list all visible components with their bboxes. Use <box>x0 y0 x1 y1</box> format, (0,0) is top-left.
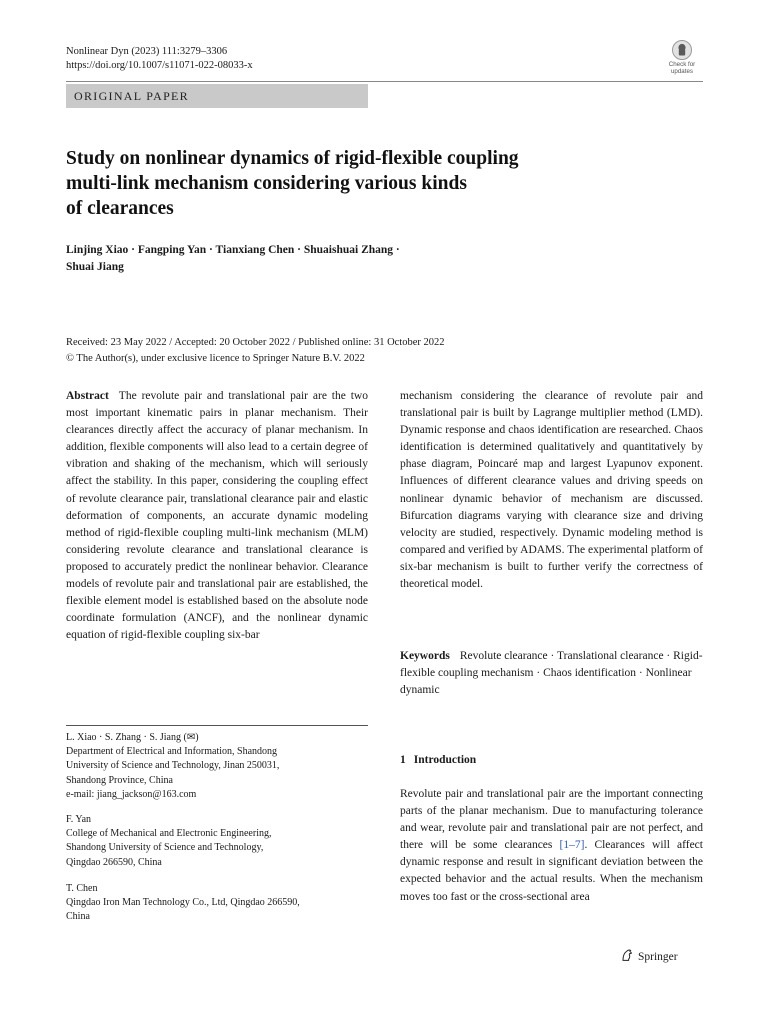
abstract-right <box>400 388 703 593</box>
author-list <box>66 242 666 276</box>
intro-text-end: . Clearances will affect dynamic response and result in significant deviation between the expected behavior and the actual results. When the mechanism moves too fast or the cross-sectional area <box>400 839 703 903</box>
section-heading-introduction <box>400 752 476 769</box>
keywords-label: Keywords <box>400 650 450 662</box>
title-line: of clearances <box>66 198 174 219</box>
affiliation-line: China <box>66 911 90 923</box>
abstract-label: Abstract <box>66 390 109 402</box>
affiliation-line: University of Science and Technology, Jinan 250031, <box>66 760 280 772</box>
check-updates-icon <box>661 39 703 61</box>
check-updates-caption: Check for updates <box>668 61 696 75</box>
affiliation-authors: T. Chen <box>66 883 98 894</box>
introduction-text <box>400 786 703 906</box>
publication-dates <box>66 335 703 367</box>
abstract-left <box>66 388 368 644</box>
article-type-banner: ORIGINAL PAPER <box>66 84 368 108</box>
affiliation-line: Shandong Province, China <box>66 774 173 786</box>
keywords <box>400 648 703 699</box>
citation-link[interactable]: [1–7] <box>559 839 585 852</box>
title-line: Study on nonlinear dynamics of rigid-flexible coupling <box>66 148 519 169</box>
corresponding-email[interactable]: e-mail: jiang_jackson@163.com <box>66 788 197 800</box>
author-line: Shuai Jiang <box>66 261 124 273</box>
publisher-footer <box>620 948 678 968</box>
title-line: multi-link mechanism considering various kinds <box>66 173 467 194</box>
springer-horse-icon <box>620 948 634 968</box>
header-divider <box>66 81 703 82</box>
intro-text-start: Revolute pair and translational pair are the important connecting parts of the planar mechanism. Due to manufacturing tolerance and wear, revolute pair and translational pair are not perfect, and there will be some clearances <box>400 788 703 852</box>
check-for-updates-badge[interactable] <box>661 39 703 79</box>
affiliation-line: Department of Electrical and Information, Shandong <box>66 746 278 758</box>
affiliation-line: Qingdao Iron Man Technology Co., Ltd, Qingdao 266590, <box>66 897 300 909</box>
abstract-text-right: mechanism considering the clearance of revolute pair and translational pair is built by Lagrange multiplier method (LMD). Dynamic response and chaos identification are researched. Chaos identification is determined qualitatively and quantitatively by phase diagram, Poincaré map and largest Lyapunov exponent. Influences of different clearance values and driving speeds on nonlinear dynamic behavior of mechanism are discussed. Bifurcation diagrams varying with clearance size and driving velocity are studied, respectively. Dynamic modeling method is compared and verified by ADAMS. The experimental platform of six-bar mechanism is built to further verify the correctness of theoretical model. <box>400 390 703 591</box>
affiliation-block <box>66 882 368 925</box>
publisher-name: Springer <box>638 951 678 963</box>
affiliation-line: Qingdao 266590, China <box>66 856 162 868</box>
affiliation-block <box>66 813 368 870</box>
keywords-text: Revolute clearance · Translational clearance · Rigid-flexible coupling mechanism · Chaos identification · Nonlinear dynamic <box>400 650 703 697</box>
section-number: 1 <box>400 754 406 766</box>
affiliation-divider <box>66 725 368 726</box>
journal-volume-pages: Nonlinear Dyn (2023) 111:3279–3306 <box>66 46 228 57</box>
affiliation-authors: L. Xiao · S. Zhang · S. Jiang (✉) <box>66 732 199 743</box>
affiliation-line: Shandong University of Science and Technology, <box>66 842 264 854</box>
author-line: Linjing Xiao · Fangping Yan · Tianxiang Chen · Shuaishuai Zhang · <box>66 244 400 256</box>
paper-title <box>66 146 666 221</box>
history-dates: Received: 23 May 2022 / Accepted: 20 October 2022 / Published online: 31 October 2022 <box>66 337 445 348</box>
affiliation-line: College of Mechanical and Electronic Engineering, <box>66 828 272 840</box>
abstract-text-left: The revolute pair and translational pair are the two most important kinematic pairs in planar mechanism. Their clearances directly affect the accuracy of planar mechanism. In addition, flexible components will also lead to a certain degree of vibration and shaking of the mechanism, which will seriously affect the stability. In this paper, considering the coupling effect of revolute clearance pair, translational clearance pair and elastic deformation of components, an accurate dynamic modeling method of rigid-flexible coupling multi-link mechanism (MLM) considering revolute clearance and translational clearance is proposed to accurately predict the nonlinear behavior. Clearance models of revolute pair and translational pair are established, the flexible element model is established based on the absolute node coordinate formulation (ANCF), and the nonlinear dynamic equation of rigid-flexible coupling six-bar <box>66 390 368 642</box>
doi-link[interactable]: https://doi.org/10.1007/s11071-022-08033-x <box>66 60 253 71</box>
section-title: Introduction <box>413 754 477 766</box>
affiliation-authors: F. Yan <box>66 814 92 825</box>
affiliation-block <box>66 731 368 802</box>
copyright-notice: © The Author(s), under exclusive licence to Springer Nature B.V. 2022 <box>66 353 365 364</box>
journal-citation <box>66 45 253 73</box>
